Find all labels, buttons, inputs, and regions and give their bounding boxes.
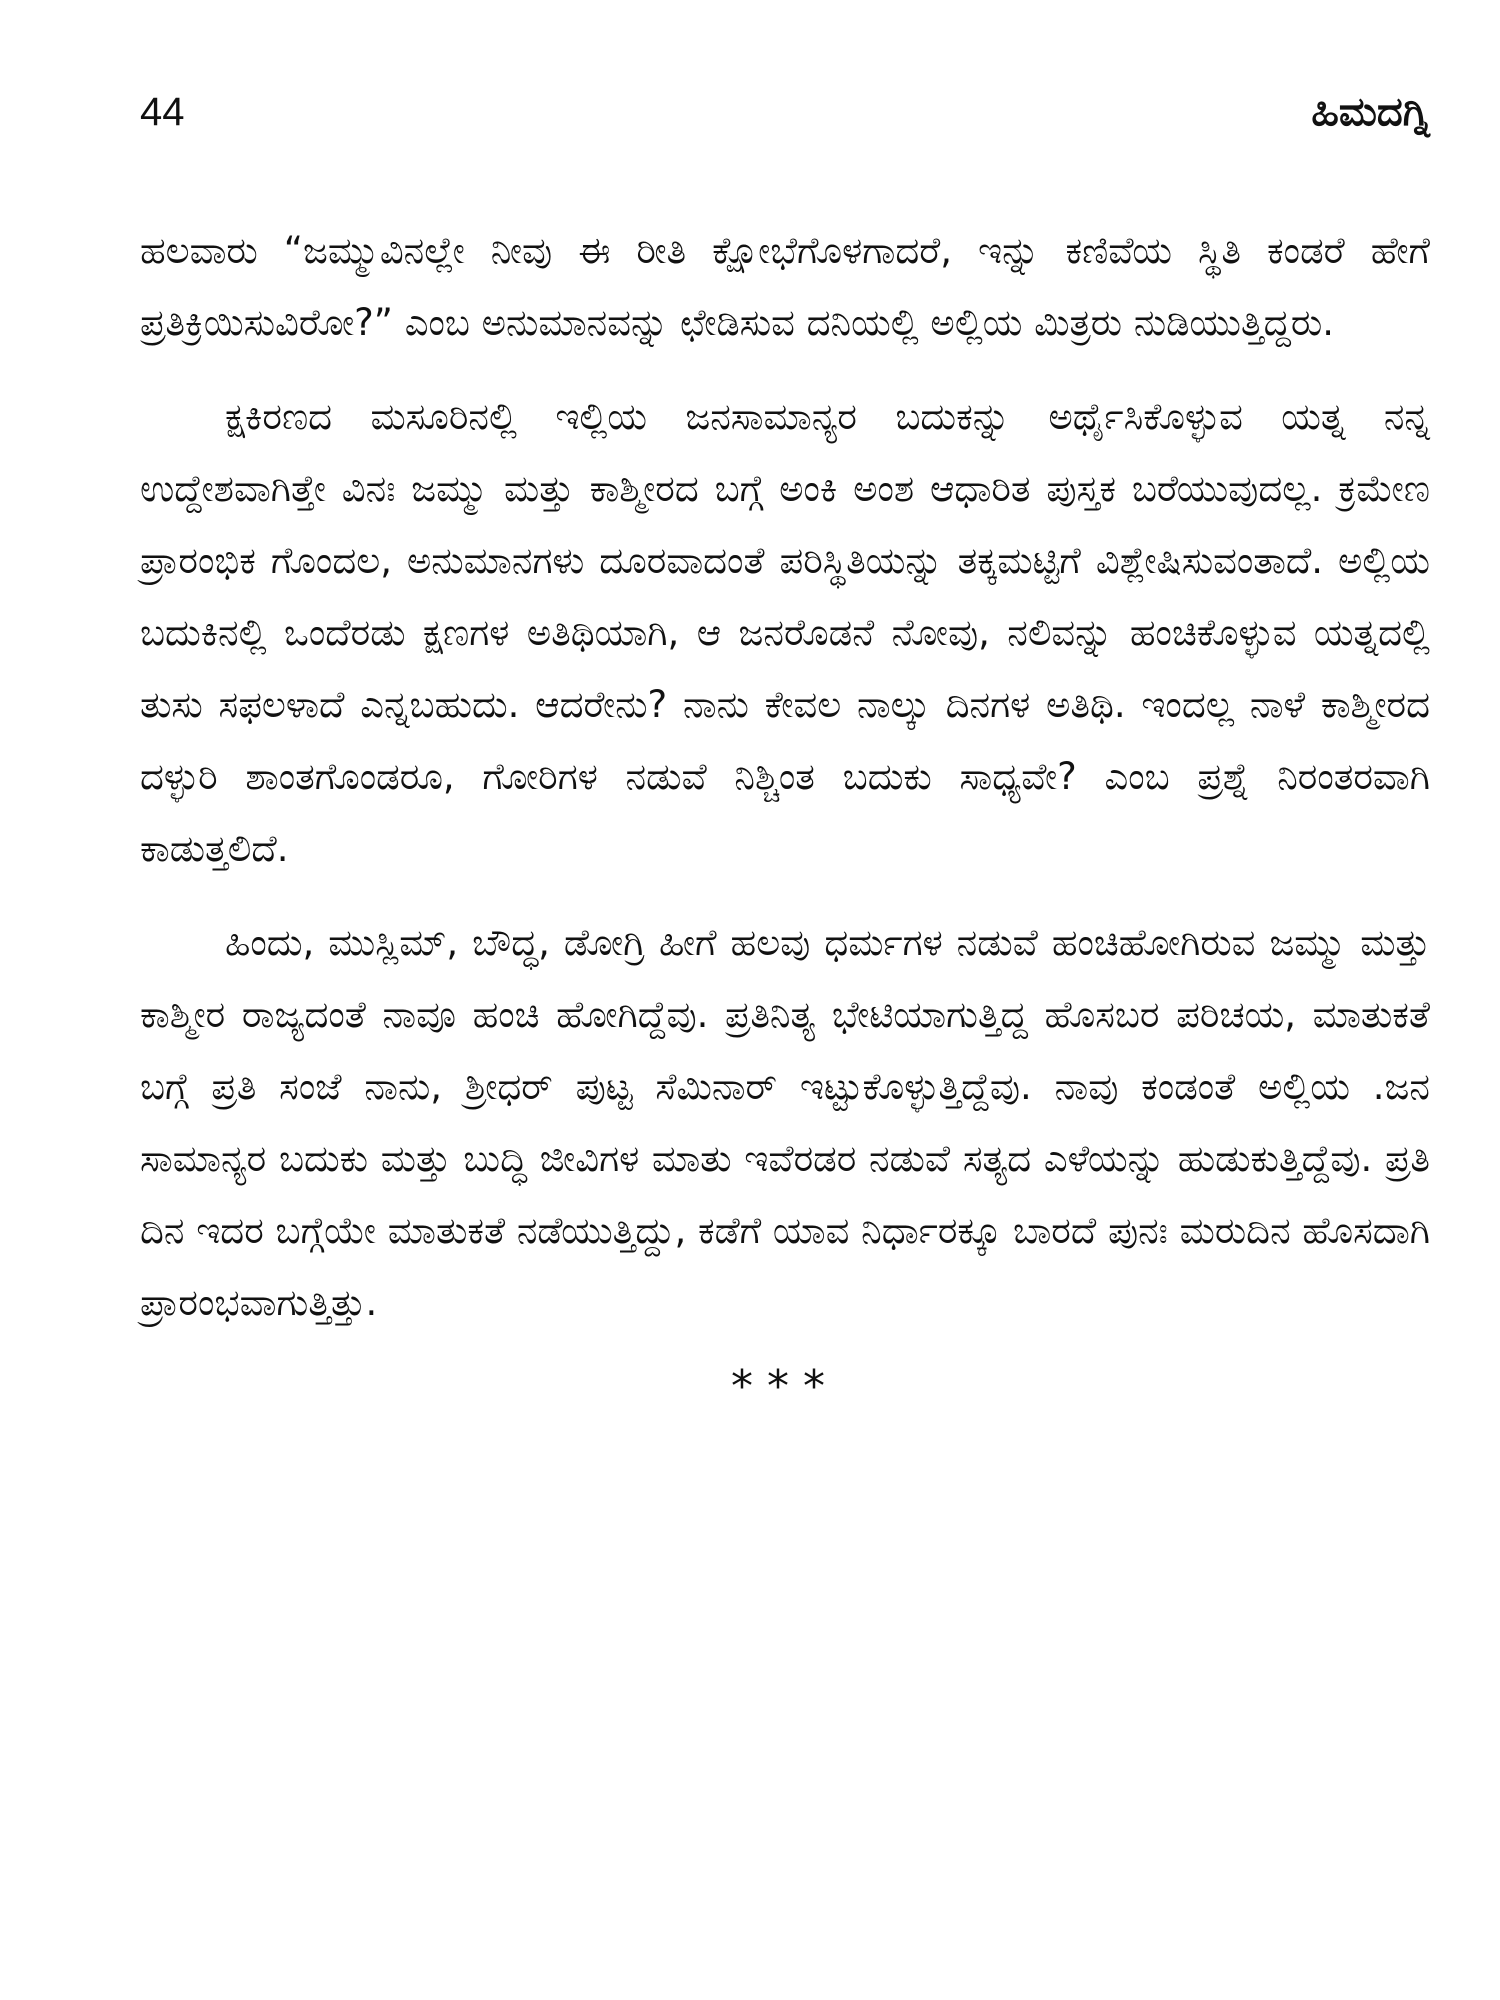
page-header bbox=[140, 82, 1430, 142]
section-end-asterisks: *** bbox=[731, 1361, 839, 1412]
running-title: ಹಿಮದಗ್ನಿ bbox=[1311, 89, 1430, 135]
paragraph-1: ಹಲವಾರು “ಜಮ್ಮುವಿನಲ್ಲೇ ನೀವು ಈ ರೀತಿ ಕ್ಷೋಭೆಗೊಳಗಾದರೆ, ಇನ್ನು ಕಣಿವೆಯ ಸ್ಥಿತಿ ಕಂಡರೆ ಹೇಗೆ ಪ್ರತಿಕ್ರಿಯಿಸುವಿರೋ?” ಎಂಬ ಅನುಮಾನವನ್ನು ಛೇಡಿಸುವ ದನಿಯಲ್ಲಿ ಅಲ್ಲಿಯ ಮಿತ್ರರು ನುಡಿಯುತ್ತಿದ್ದರು. bbox=[140, 229, 1430, 344]
paragraph-3: ಹಿಂದು, ಮುಸ್ಲಿಮ್, ಬೌದ್ಧ, ಡೋಗ್ರಿ ಹೀಗೆ ಹಲವು ಧರ್ಮಗಳ ನಡುವೆ ಹಂಚಿಹೋಗಿರುವ ಜಮ್ಮು ಮತ್ತು ಕಾಶ್ಮೀರ ರಾಜ್ಯದಂತೆ ನಾವೂ ಹಂಚಿ ಹೋಗಿದ್ದೆವು. ಪ್ರತಿನಿತ್ಯ ಭೇಟಿಯಾಗುತ್ತಿದ್ದ ಹೊಸಬರ ಪರಿಚಯ, ಮಾತುಕತೆ ಬಗ್ಗೆ ಪ್ರತಿ ಸಂಜೆ ನಾನು, ಶ್ರೀಧರ್ ಪುಟ್ಟ ಸೆಮಿನಾರ್ ಇಟ್ಟುಕೊಳ್ಳುತ್ತಿದ್ದೆವು. ನಾವು ಕಂಡಂತೆ ಅಲ್ಲಿಯ .ಜನ ಸಾಮಾನ್ಯರ ಬದುಕು ಮತ್ತು ಬುದ್ಧಿ ಜೀವಿಗಳ ಮಾತು ಇವೆರಡರ ನಡುವೆ ಸತ್ಯದ ಎಳೆಯನ್ನು ಹುಡುಕುತ್ತಿದ್ದೆವು. ಪ್ರತಿ ದಿನ ಇದರ ಬಗ್ಗೆಯೇ ಮಾತುಕತೆ ನಡೆಯುತ್ತಿದ್ದು, ಕಡೆಗೆ ಯಾವ ನಿರ್ಧಾರಕ್ಕೂ ಬಾರದೆ ಪುನಃ ಮರುದಿನ ಹೊಸದಾಗಿ ಪ್ರಾರಂಭವಾಗುತ್ತಿತ್ತು. bbox=[140, 921, 1430, 1324]
paragraph-2: ಕ್ಷಕಿರಣದ ಮಸೂರಿನಲ್ಲಿ ಇಲ್ಲಿಯ ಜನಸಾಮಾನ್ಯರ ಬದುಕನ್ನು ಅರ್ಥೈಸಿಕೊಳ್ಳುವ ಯತ್ನ ನನ್ನ ಉದ್ದೇಶವಾಗಿತ್ತೇ ವಿನಃ ಜಮ್ಮು ಮತ್ತು ಕಾಶ್ಮೀರದ ಬಗ್ಗೆ ಅಂಕಿ ಅಂಶ ಆಧಾರಿತ ಪುಸ್ತಕ ಬರೆಯುವುದಲ್ಲ. ಕ್ರಮೇಣ ಪ್ರಾರಂಭಿಕ ಗೊಂದಲ, ಅನುಮಾನಗಳು ದೂರವಾದಂತೆ ಪರಿಸ್ಥಿತಿಯನ್ನು ತಕ್ಕಮಟ್ಟಿಗೆ ವಿಶ್ಲೇಷಿಸುವಂತಾದೆ. ಅಲ್ಲಿಯ ಬದುಕಿನಲ್ಲಿ ಒಂದೆರಡು ಕ್ಷಣಗಳ ಅತಿಥಿಯಾಗಿ, ಆ ಜನರೊಡನೆ ನೋವು, ನಲಿವನ್ನು ಹಂಚಿಕೊಳ್ಳುವ ಯತ್ನದಲ್ಲಿ ತುಸು ಸಫಲಳಾದೆ ಎನ್ನಬಹುದು. ಆದರೇನು? ನಾನು ಕೇವಲ ನಾಲ್ಕು ದಿನಗಳ ಅತಿಥಿ. ಇಂದಲ್ಲ ನಾಳೆ ಕಾಶ್ಮೀರದ ದಳ್ಳುರಿ ಶಾಂತಗೊಂಡರೂ, ಗೋರಿಗಳ ನಡುವೆ ನಿಶ್ಚಿಂತ ಬದುಕು ಸಾಧ್ಯವೇ? ಎಂಬ ಪ್ರಶ್ನೆ ನಿರಂತರವಾಗಿ ಕಾಡುತ್ತಲಿದೆ. bbox=[140, 395, 1430, 870]
page-number: 44 bbox=[140, 90, 185, 134]
body-text bbox=[140, 215, 1430, 1412]
